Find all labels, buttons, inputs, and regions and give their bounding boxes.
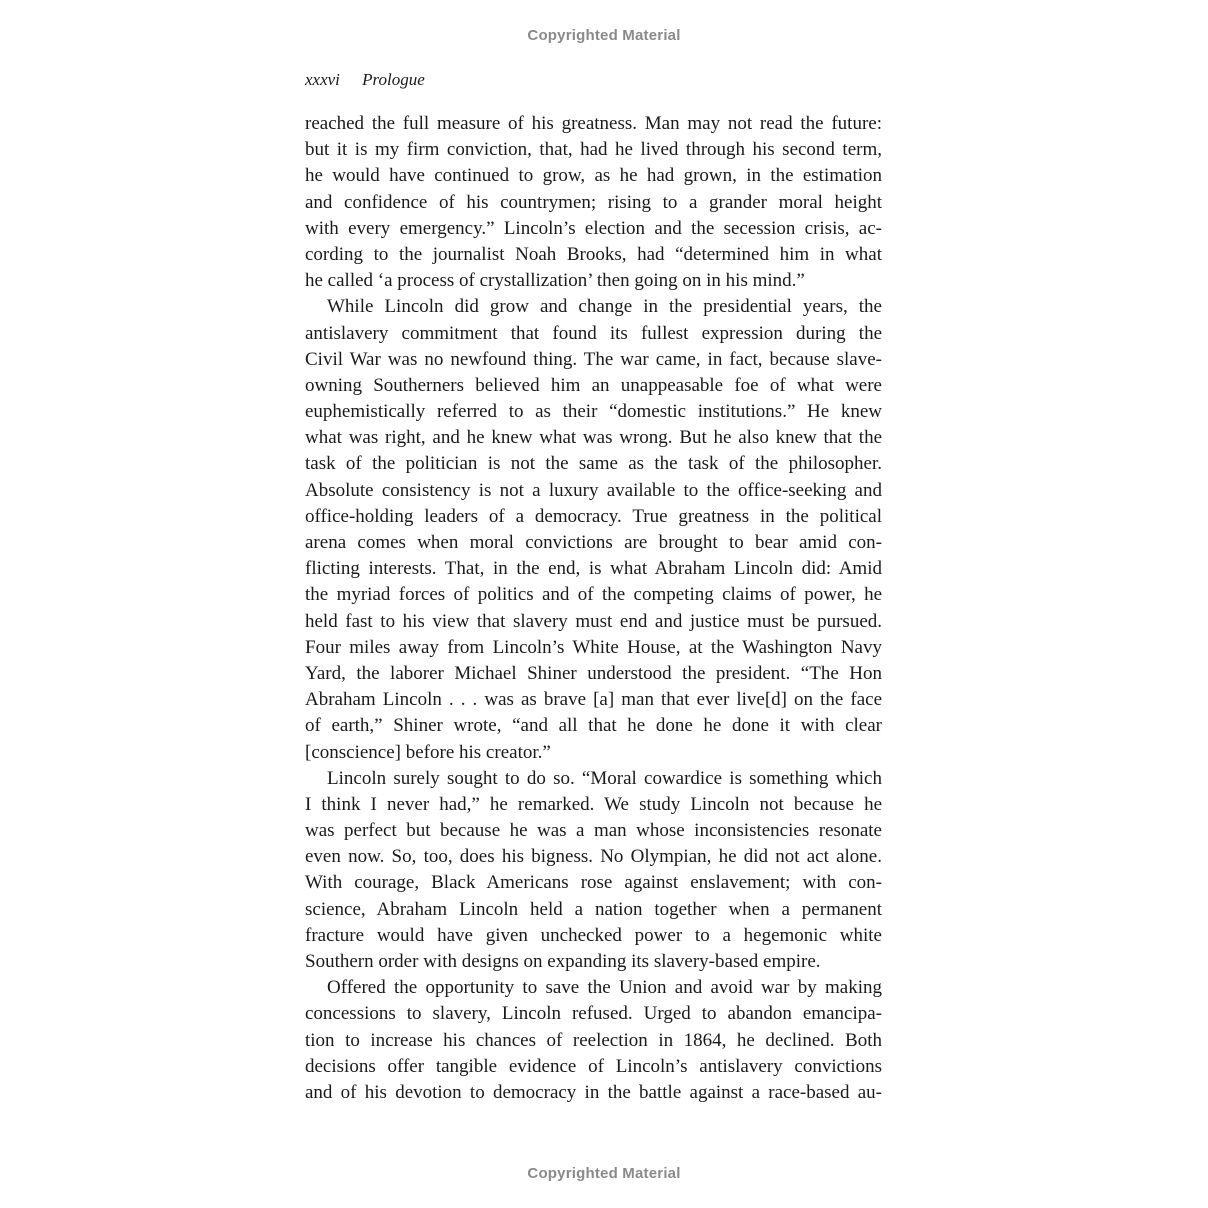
text-line: antislavery commitment that found its fullest expression during the <box>305 322 882 344</box>
text-line: but it is my firm conviction, that, had he lived through his second term, <box>305 139 882 161</box>
text-line: he called ‘a process of crystallization’ then going on in his mind.” <box>305 270 805 292</box>
text-line: Yard, the laborer Michael Shiner understood the president. “The Hon <box>305 662 882 684</box>
text-line: While Lincoln did grow and change in the presidential years, the <box>327 296 882 318</box>
text-line: fracture would have given unchecked power to a hegemonic white <box>305 924 882 946</box>
section-title: Prologue <box>362 70 425 89</box>
text-line: Abraham Lincoln . . . was as brave [a] man that ever live[d] on the face <box>305 689 882 711</box>
text-line: cording to the journalist Noah Brooks, had “determined him in what <box>305 243 882 265</box>
text-line: office-holding leaders of a democracy. True greatness in the political <box>305 505 882 527</box>
text-line: owning Southerners believed him an unappeasable foe of what were <box>305 374 882 396</box>
paragraph <box>305 766 882 976</box>
paragraph <box>305 294 882 765</box>
text-line: Four miles away from Lincoln’s White House, at the Washington Navy <box>305 636 882 658</box>
page-number: xxxvi <box>305 70 340 89</box>
paragraph <box>305 975 882 1106</box>
text-line: Southern order with designs on expanding its slavery-based empire. <box>305 951 821 972</box>
text-line: arena comes when moral convictions are brought to bear amid con- <box>305 532 882 553</box>
text-line: tion to increase his chances of reelection in 1864, he declined. Both <box>305 1029 882 1051</box>
text-line: Lincoln surely sought to do so. “Moral cowardice is something which <box>327 767 882 789</box>
text-line: and confidence of his countrymen; rising to a grander moral height <box>305 191 882 213</box>
text-line: I think I never had,” he remarked. We study Lincoln not because he <box>305 793 882 815</box>
text-line: Civil War was no newfound thing. The war came, in fact, because slave- <box>305 348 882 370</box>
text-line: even now. So, too, does his bigness. No Olympian, he did not act alone. <box>305 846 882 868</box>
text-line: was perfect but because he was a man whose inconsistencies resonate <box>305 820 882 842</box>
text-line: concessions to slavery, Lincoln refused. Urged to abandon emancipa- <box>305 1003 882 1025</box>
text-line: euphemistically referred to as their “domestic institutions.” He knew <box>305 401 882 423</box>
running-head <box>305 70 425 90</box>
text-line: With courage, Black Americans rose against enslavement; with con- <box>305 872 882 894</box>
copyright-watermark-top: Copyrighted Material <box>527 27 681 44</box>
text-line: what was right, and he knew what was wrong. But he also knew that the <box>305 427 882 449</box>
text-line: the myriad forces of politics and of the competing claims of power, he <box>305 584 882 606</box>
text-line: flicting interests. That, in the end, is what Abraham Lincoln did: Amid <box>305 558 882 580</box>
text-line: decisions offer tangible evidence of Lincoln’s antislavery convictions <box>305 1055 882 1077</box>
text-line: with every emergency.” Lincoln’s election and the secession crisis, ac- <box>305 217 882 239</box>
paragraph <box>305 111 882 294</box>
copyright-watermark-bottom: Copyrighted Material <box>527 1165 681 1182</box>
text-line: and of his devotion to democracy in the battle against a race-based au- <box>305 1081 882 1103</box>
text-line: Absolute consistency is not a luxury available to the office-seeking and <box>305 479 882 501</box>
text-line: science, Abraham Lincoln held a nation together when a permanent <box>305 898 882 920</box>
text-line: reached the full measure of his greatness. Man may not read the future: <box>305 113 882 134</box>
body-text <box>305 111 882 1106</box>
text-line: held fast to his view that slavery must end and justice must be pursued. <box>305 610 882 632</box>
text-line: [conscience] before his creator.” <box>305 741 551 763</box>
text-line: he would have continued to grow, as he had grown, in the estimation <box>305 165 882 187</box>
text-line: of earth,” Shiner wrote, “and all that he done he done it with clear <box>305 715 882 737</box>
text-line: Offered the opportunity to save the Union and avoid war by making <box>327 977 882 999</box>
text-line: task of the politician is not the same as the task of the philosopher. <box>305 453 882 475</box>
